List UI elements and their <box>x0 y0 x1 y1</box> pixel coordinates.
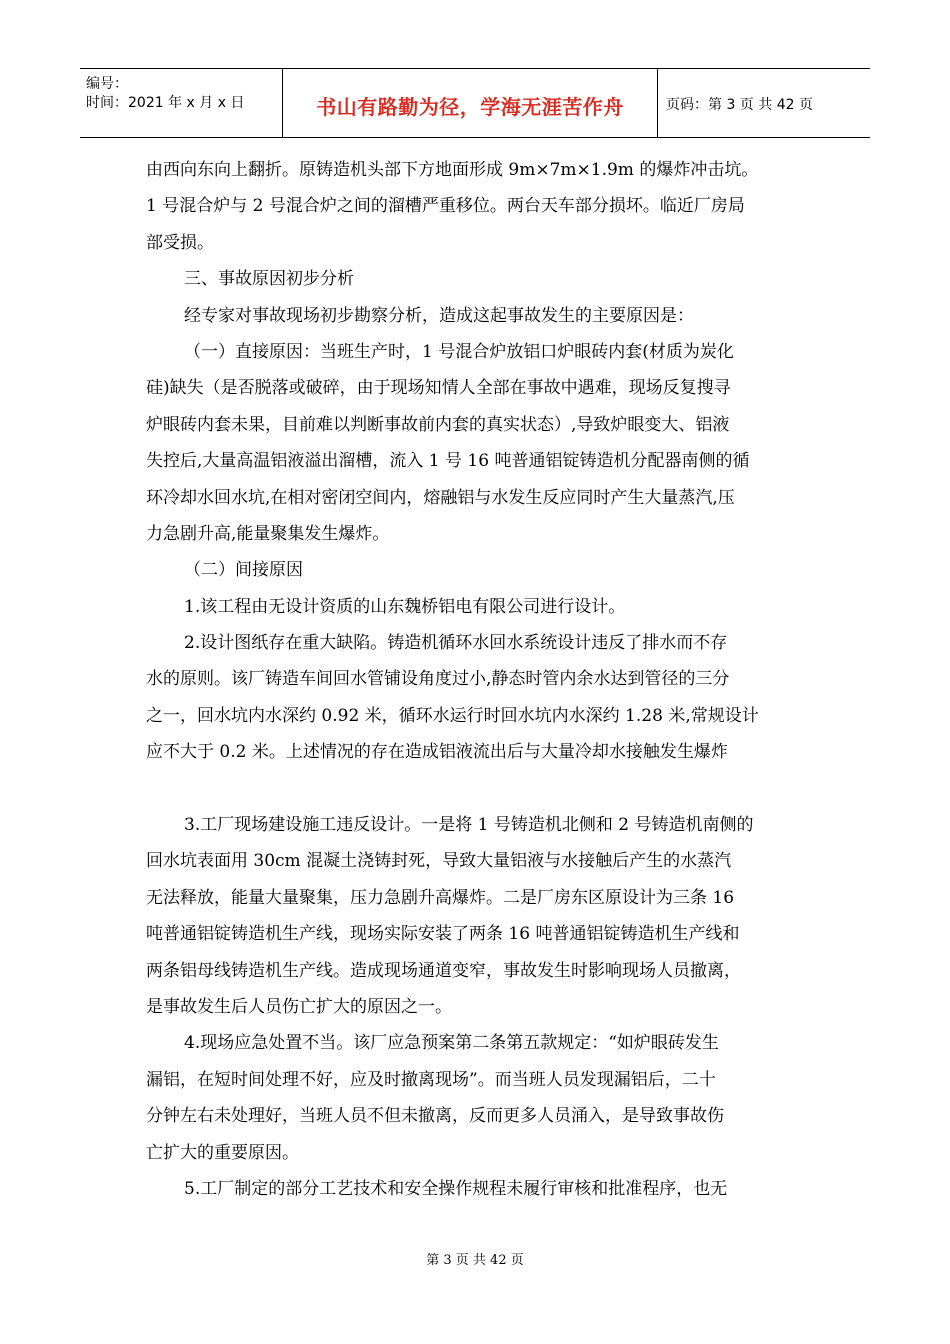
body-line: 无法释放，能量大量聚集，压力急剧升高爆炸。二是厂房东区原设计为三条 16 <box>146 887 735 908</box>
body-line: 亡扩大的重要原因。 <box>146 1142 299 1163</box>
header-motto-cell <box>283 69 658 137</box>
header-page-number: 页码：第 3 页 共 42 页 <box>666 97 813 113</box>
header-motto: 书山有路勤为径，学海无涯苦作舟 <box>316 95 624 119</box>
page-footer: 第 3 页 共 42 页 <box>426 1253 524 1268</box>
body-line: 5.工厂制定的部分工艺技术和安全操作规程未履行审核和批准程序，也无 <box>184 1178 728 1199</box>
page-header <box>80 68 870 138</box>
body-line: 炉眼砖内套未果，目前难以判断事故前内套的真实状态）,导致炉眼变大、铝液 <box>146 414 730 435</box>
document-body <box>146 152 806 1207</box>
body-line: 之一，回水坑内水深约 0.92 米，循环水运行时回水坑内水深约 1.28 米,常规设计 <box>146 705 759 726</box>
body-line: 环冷却水回水坑,在相对密闭空间内，熔融铝与水发生反应同时产生大量蒸汽,压 <box>146 487 735 508</box>
body-line: 2.设计图纸存在重大缺陷。铸造机循环水回水系统设计违反了排水而不存 <box>184 633 728 654</box>
body-line: 吨普通铝锭铸造机生产线，现场实际安装了两条 16 吨普通铝锭铸造机生产线和 <box>146 924 740 945</box>
document-date-label: 时间：2021 年 x 月 x 日 <box>86 95 245 111</box>
body-line: 应不大于 0.2 米。上述情况的存在造成铝液流出后与大量冷却水接触发生爆炸 <box>146 742 728 763</box>
body-line: 力急剧升高,能量聚集发生爆炸。 <box>146 523 390 544</box>
header-page-cell <box>658 69 870 137</box>
document-number-label: 编号： <box>86 76 128 92</box>
body-line: 部受损。 <box>146 232 214 253</box>
header-info-cell <box>80 69 283 137</box>
body-line: 硅)缺失（是否脱落或破碎，由于现场知情人全部在事故中遇难，现场反复搜寻 <box>146 378 731 399</box>
body-line: 是事故发生后人员伤亡扩大的原因之一。 <box>146 996 452 1017</box>
body-line: 两条铝母线铸造机生产线。造成现场通道变窄，事故发生时影响现场人员撤离， <box>146 960 741 981</box>
body-line: 漏铝，在短时间处理不好，应及时撤离现场”。而当班人员发现漏铝后，二十 <box>146 1069 716 1090</box>
body-line: 由西向东向上翻折。原铸造机头部下方地面形成 9m×7m×1.9m 的爆炸冲击坑。 <box>146 160 759 180</box>
body-line: 回水坑表面用 30cm 混凝土浇铸封死，导致大量铝液与水接触后产生的水蒸汽 <box>146 851 732 872</box>
body-line: 1 号混合炉与 2 号混合炉之间的溜槽严重移位。两台天车部分损坏。临近厂房局 <box>146 196 745 217</box>
blank-line <box>146 771 806 807</box>
body-line: 水的原则。该厂铸造车间回水管铺设角度过小,静态时管内余水达到管径的三分 <box>146 669 730 690</box>
section-heading: 三、事故原因初步分析 <box>184 269 354 290</box>
body-line: 3.工厂现场建设施工违反设计。一是将 1 号铸造机北侧和 2 号铸造机南侧的 <box>184 815 754 836</box>
body-line: 经专家对事故现场初步勘察分析，造成这起事故发生的主要原因是： <box>184 305 694 326</box>
subsection-heading: （一）直接原因：当班生产时，1 号混合炉放铝口炉眼砖内套(材质为炭化 <box>184 341 734 362</box>
body-line: 失控后,大量高温铝液溢出溜槽，流入 1 号 16 吨普通铝锭铸造机分配器南侧的循 <box>146 451 750 472</box>
body-line: 1.该工程由无设计资质的山东魏桥铝电有限公司进行设计。 <box>184 596 626 617</box>
body-line: 4.现场应急处置不当。该厂应急预案第二条第五款规定：“如炉眼砖发生 <box>184 1033 719 1054</box>
subsection-heading: （二）间接原因 <box>184 560 303 581</box>
body-line: 分钟左右未处理好，当班人员不但未撤离，反而更多人员涌入，是导致事故伤 <box>146 1106 724 1127</box>
